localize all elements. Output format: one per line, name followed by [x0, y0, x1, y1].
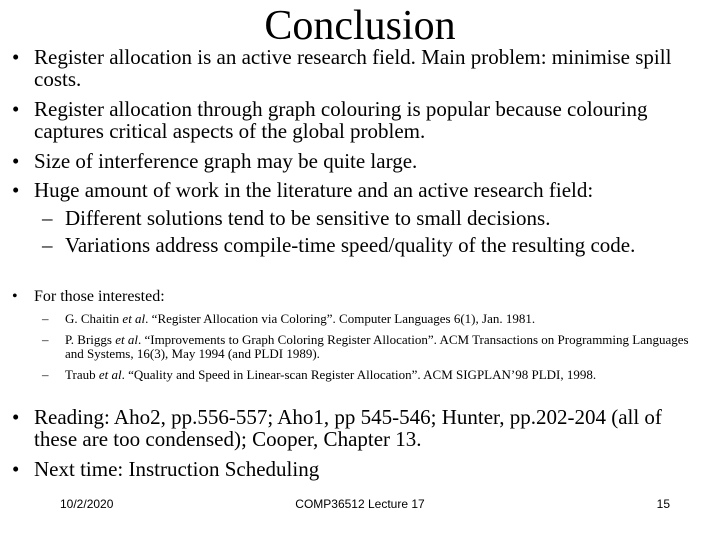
reference-rest: . “Quality and Speed in Linear-scan Register Allocation”. ACM SIGPLAN’98 PLDI, 1998. — [121, 367, 597, 382]
reference-etal: et al — [115, 332, 138, 347]
bullet-text: Reading: Aho2, pp.556-557; Aho1, pp 545-546; Hunter, pp.202-204 (all of these are too condensed); Cooper, Chapter 13. — [34, 405, 662, 451]
reference-text — [65, 333, 702, 361]
sub-bullet-text: Variations address compile-time speed/quality of the resulting code. — [65, 233, 636, 257]
bullet-marker: • — [12, 405, 20, 429]
bullet-marker: • — [12, 178, 20, 202]
bullet-item-spill-costs — [12, 46, 702, 90]
reference-rest: . “Improvements to Graph Coloring Register Allocation”. ACM Transactions on Programming Languages and Systems, 16(3), May 1994 (and PLDI 1989). — [65, 332, 689, 361]
bullet-text: Register allocation is an active research field. Main problem: minimise spill costs. — [34, 45, 672, 91]
dash-marker: – — [42, 367, 49, 382]
bullet-item-graph-colouring — [12, 98, 702, 142]
bullet-item-reading — [12, 406, 702, 450]
footer-date: 10/2/2020 — [60, 497, 114, 511]
dash-marker: – — [42, 332, 49, 347]
sub-bullet-sensitive-solutions — [42, 204, 702, 232]
reference-chaitin — [42, 312, 702, 326]
reference-briggs — [42, 333, 702, 361]
bullet-item-interested — [12, 288, 702, 306]
reference-etal: et al — [122, 311, 146, 326]
bullet-text: Huge amount of work in the literature and an active research field: — [34, 178, 594, 202]
bullet-marker: • — [12, 288, 18, 305]
reference-text — [65, 368, 702, 382]
dash-marker: – — [42, 233, 53, 257]
footer-page-number: 15 — [656, 497, 670, 511]
bullet-marker: • — [12, 149, 20, 173]
sub-bullet-text: Different solutions tend to be sensitive to small decisions. — [65, 206, 551, 230]
footer-course: COMP36512 Lecture 17 — [295, 497, 425, 511]
bullet-text: Register allocation through graph colouring is popular because colouring captures critical aspects of the global problem. — [34, 97, 648, 143]
bullet-item-next-time — [12, 458, 702, 480]
reference-etal: et al — [98, 367, 122, 382]
bullet-text: For those interested: — [34, 288, 165, 305]
reference-text — [65, 312, 702, 326]
dash-marker: – — [42, 311, 49, 326]
bullet-marker: • — [12, 45, 20, 69]
bullet-marker: • — [12, 97, 20, 121]
reference-rest: . “Register Allocation via Coloring”. Computer Languages 6(1), Jan. 1981. — [145, 311, 536, 326]
bullet-item-literature — [12, 179, 702, 201]
reference-author: P. Briggs — [65, 332, 112, 347]
bullet-marker: • — [12, 457, 20, 481]
reference-traub — [42, 368, 702, 382]
sub-bullet-variations — [42, 233, 702, 257]
reference-author: G. Chaitin — [65, 311, 120, 326]
slide-title: Conclusion — [264, 3, 456, 49]
reference-author: Traub — [65, 367, 96, 382]
bullet-item-interference-graph — [12, 150, 702, 172]
bullet-text: Next time: Instruction Scheduling — [34, 457, 320, 481]
bullet-text: Size of interference graph may be quite large. — [34, 149, 418, 173]
dash-marker: – — [42, 206, 53, 230]
